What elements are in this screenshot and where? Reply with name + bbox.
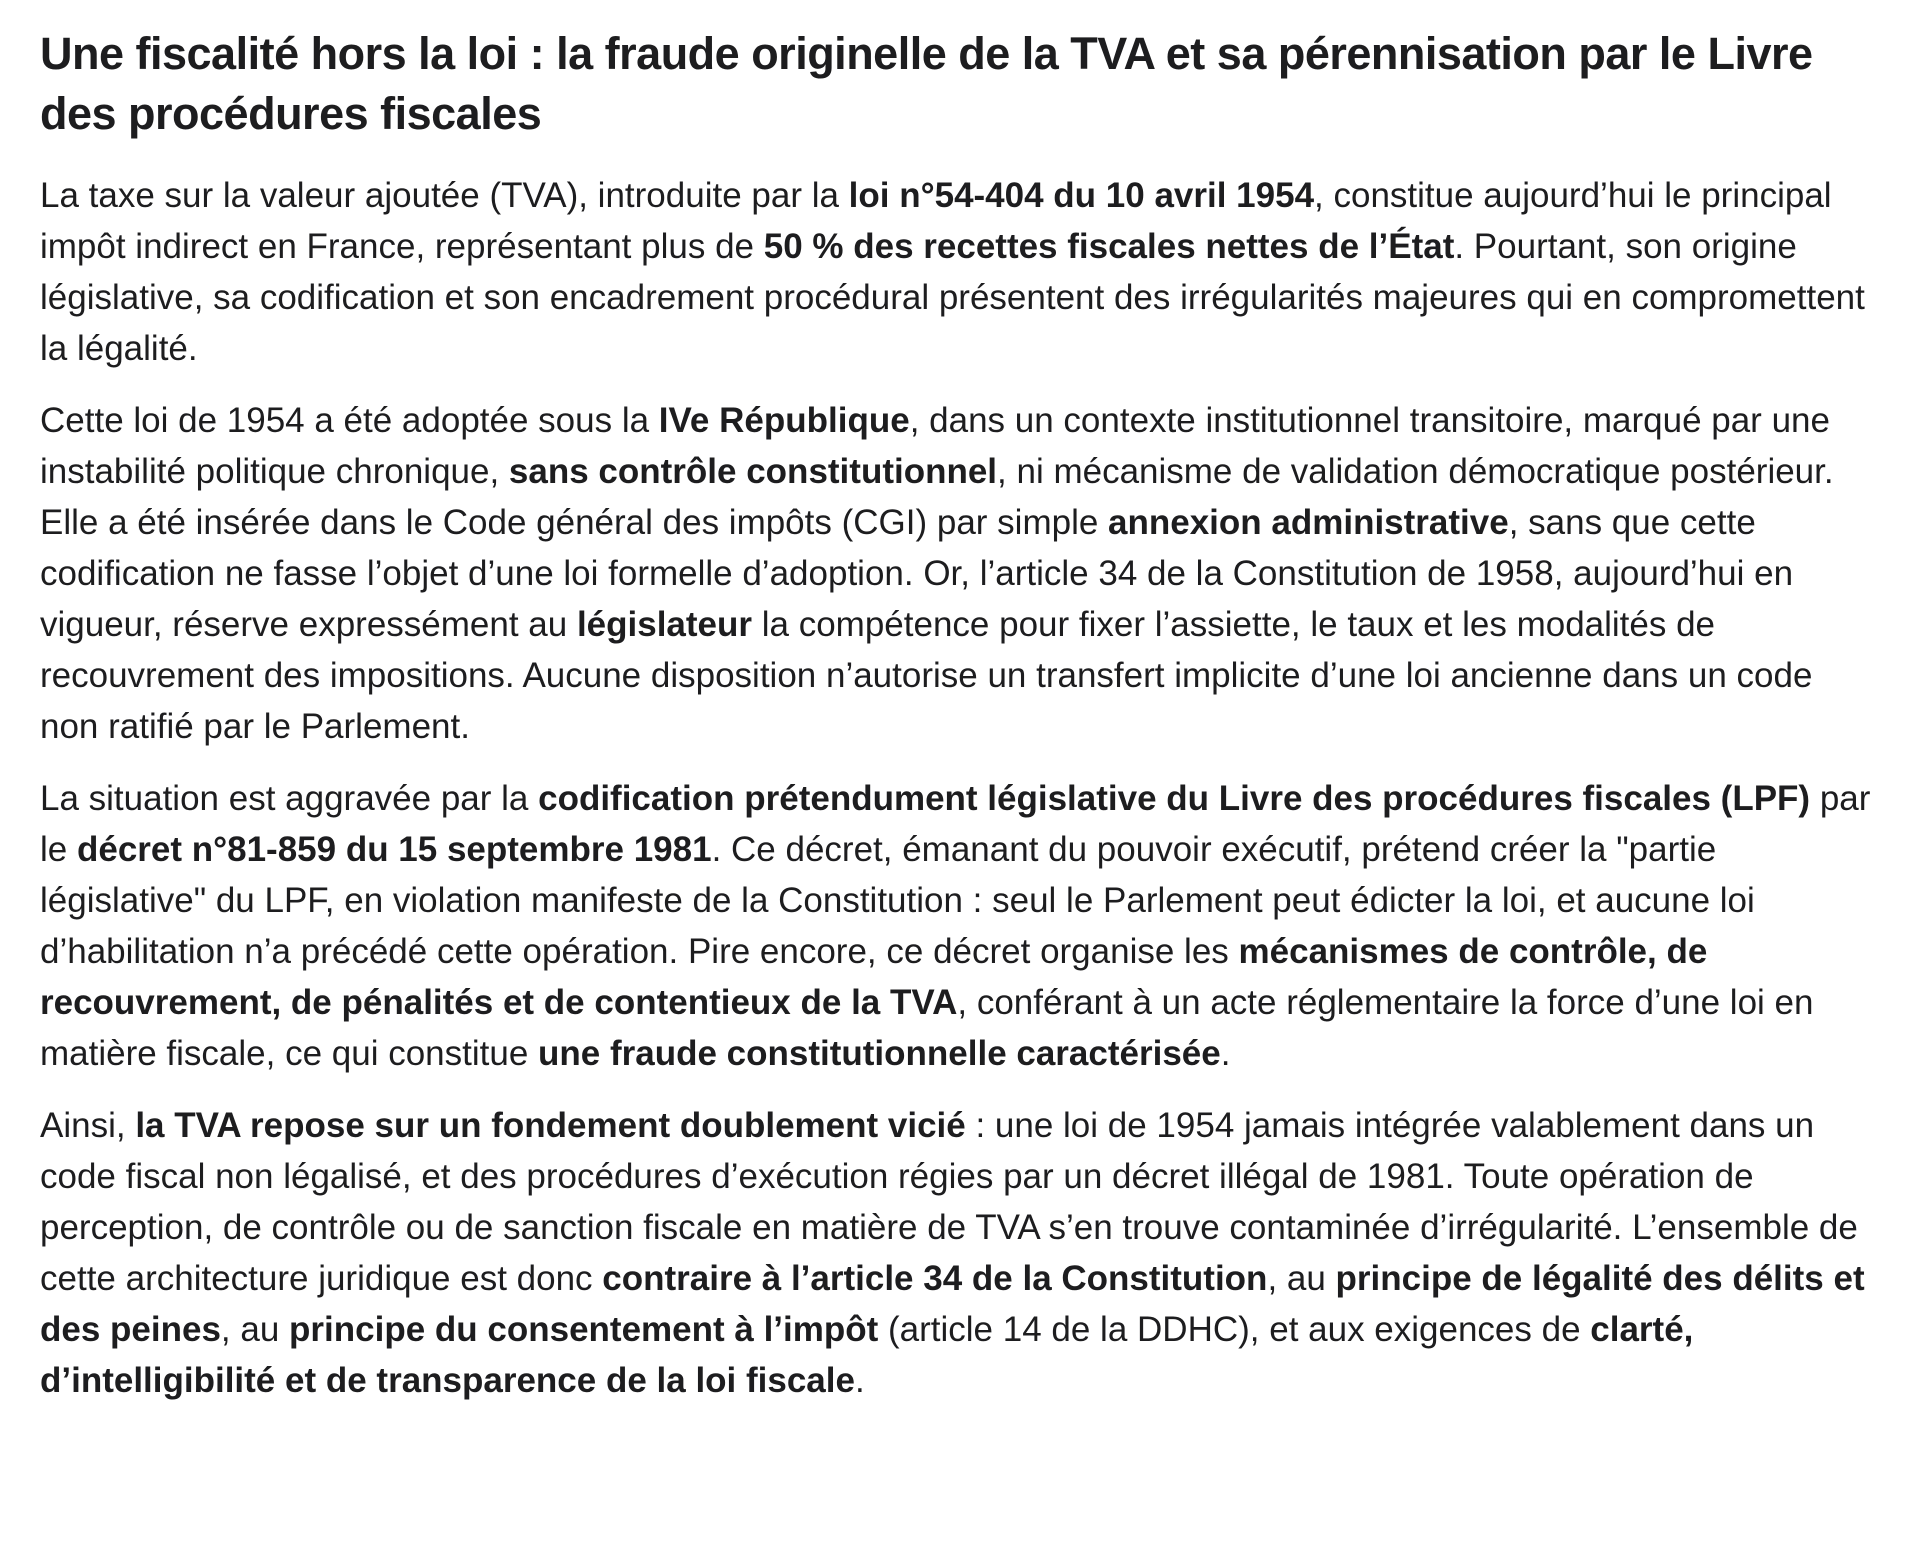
text-run: La taxe sur la valeur ajoutée (TVA), introduite par la: [40, 176, 849, 215]
bold-text: décret n°81-859 du 15 septembre 1981: [76, 830, 712, 869]
text-run: (article 14 de la DDHC), et aux exigences de: [878, 1310, 1591, 1349]
text-run: , conférant à un acte réglementaire la force d’une loi en matière fiscale, ce qui constitue: [40, 983, 1814, 1073]
bold-text: principe de légalité des délits et des peines: [40, 1259, 1865, 1349]
paragraph-1: [40, 170, 1880, 374]
text-run: la compétence pour fixer l’assiette, le taux et les modalités de recouvrement des impositions. Aucune disposition n’autorise un transfert implicite d’une loi ancienne dans un code non ratifié par le Parlement.: [40, 605, 1813, 746]
text-run: , au: [1267, 1259, 1336, 1298]
bold-text: sans contrôle constitutionnel: [508, 452, 998, 491]
bold-text: principe du consentement à l’impôt: [289, 1310, 879, 1349]
text-run: , sans que cette codification ne fasse l’objet d’une loi formelle d’adoption. Or, l’article 34 de la Constitution de 1958, aujourd’hui en vigueur, réserve expressément au: [40, 503, 1794, 644]
bold-text: une fraude constitutionnelle caractérisée: [538, 1034, 1221, 1073]
article-title: Une fiscalité hors la loi : la fraude originelle de la TVA et sa pérennisation par le Livre des procédures fiscales: [40, 28, 1813, 139]
text-run: : une loi de 1954 jamais intégrée valablement dans un code fiscal non légalisé, et des procédures d’exécution régies par un décret illégal de 1981. Toute opération de perception, de contrôle ou de sanction fiscale en matière de TVA s’en trouve contaminée d’irrégularité. L’ensemble de cette architecture juridique est donc: [40, 1106, 1858, 1298]
text-run: Cette loi de 1954 a été adoptée sous la: [40, 401, 659, 440]
bold-text: la TVA repose sur un fondement doublement vicié: [135, 1106, 966, 1145]
text-run: , au: [220, 1310, 290, 1349]
bold-text: contraire à l’article 34 de la Constitution: [602, 1259, 1268, 1298]
text-run: .: [854, 1361, 865, 1400]
bold-text: codification prétendument législative du Livre des procédures fiscales (LPF): [538, 779, 1811, 818]
paragraph-3: [40, 773, 1880, 1079]
bold-text: annexion administrative: [1108, 503, 1509, 542]
bold-text: loi n°54-404 du 10 avril 1954: [848, 176, 1315, 215]
text-run: La situation est aggravée par la: [40, 779, 539, 818]
bold-text: clarté, d’intelligibilité et de transparence de la loi fiscale: [40, 1310, 1694, 1400]
paragraph-2: [40, 395, 1880, 752]
text-run: .: [1220, 1034, 1231, 1073]
text-run: , ni mécanisme de validation démocratique postérieur. Elle a été insérée dans le Code général des impôts (CGI) par simple: [40, 452, 1834, 542]
text-run: . Pourtant, son origine législative, sa codification et son encadrement procédural présentent des irrégularités majeures qui en compromettent la légalité.: [40, 227, 1865, 368]
text-run: , dans un contexte institutionnel transitoire, marqué par une instabilité politique chronique,: [40, 401, 1830, 491]
bold-text: 50 % des recettes fiscales nettes de l’État: [763, 227, 1455, 266]
bold-text: législateur: [576, 605, 753, 644]
text-run: Ainsi,: [40, 1106, 136, 1145]
text-run: par le: [40, 779, 1871, 869]
bold-text: mécanismes de contrôle, de recouvrement, de pénalités et de contentieux de la TVA: [40, 932, 1708, 1022]
paragraph-4: [40, 1100, 1880, 1406]
text-run: , constitue aujourd’hui le principal impôt indirect en France, représentant plus de: [40, 176, 1832, 266]
bold-text: IVe République: [658, 401, 910, 440]
article-body: [40, 170, 1880, 1406]
text-run: . Ce décret, émanant du pouvoir exécutif, prétend créer la "partie législative" du LPF, en violation manifeste de la Constitution : seul le Parlement peut édicter la loi, et aucune loi d’habilitation n’a précédé cette opération. Pire encore, ce décret organise les: [40, 830, 1755, 971]
